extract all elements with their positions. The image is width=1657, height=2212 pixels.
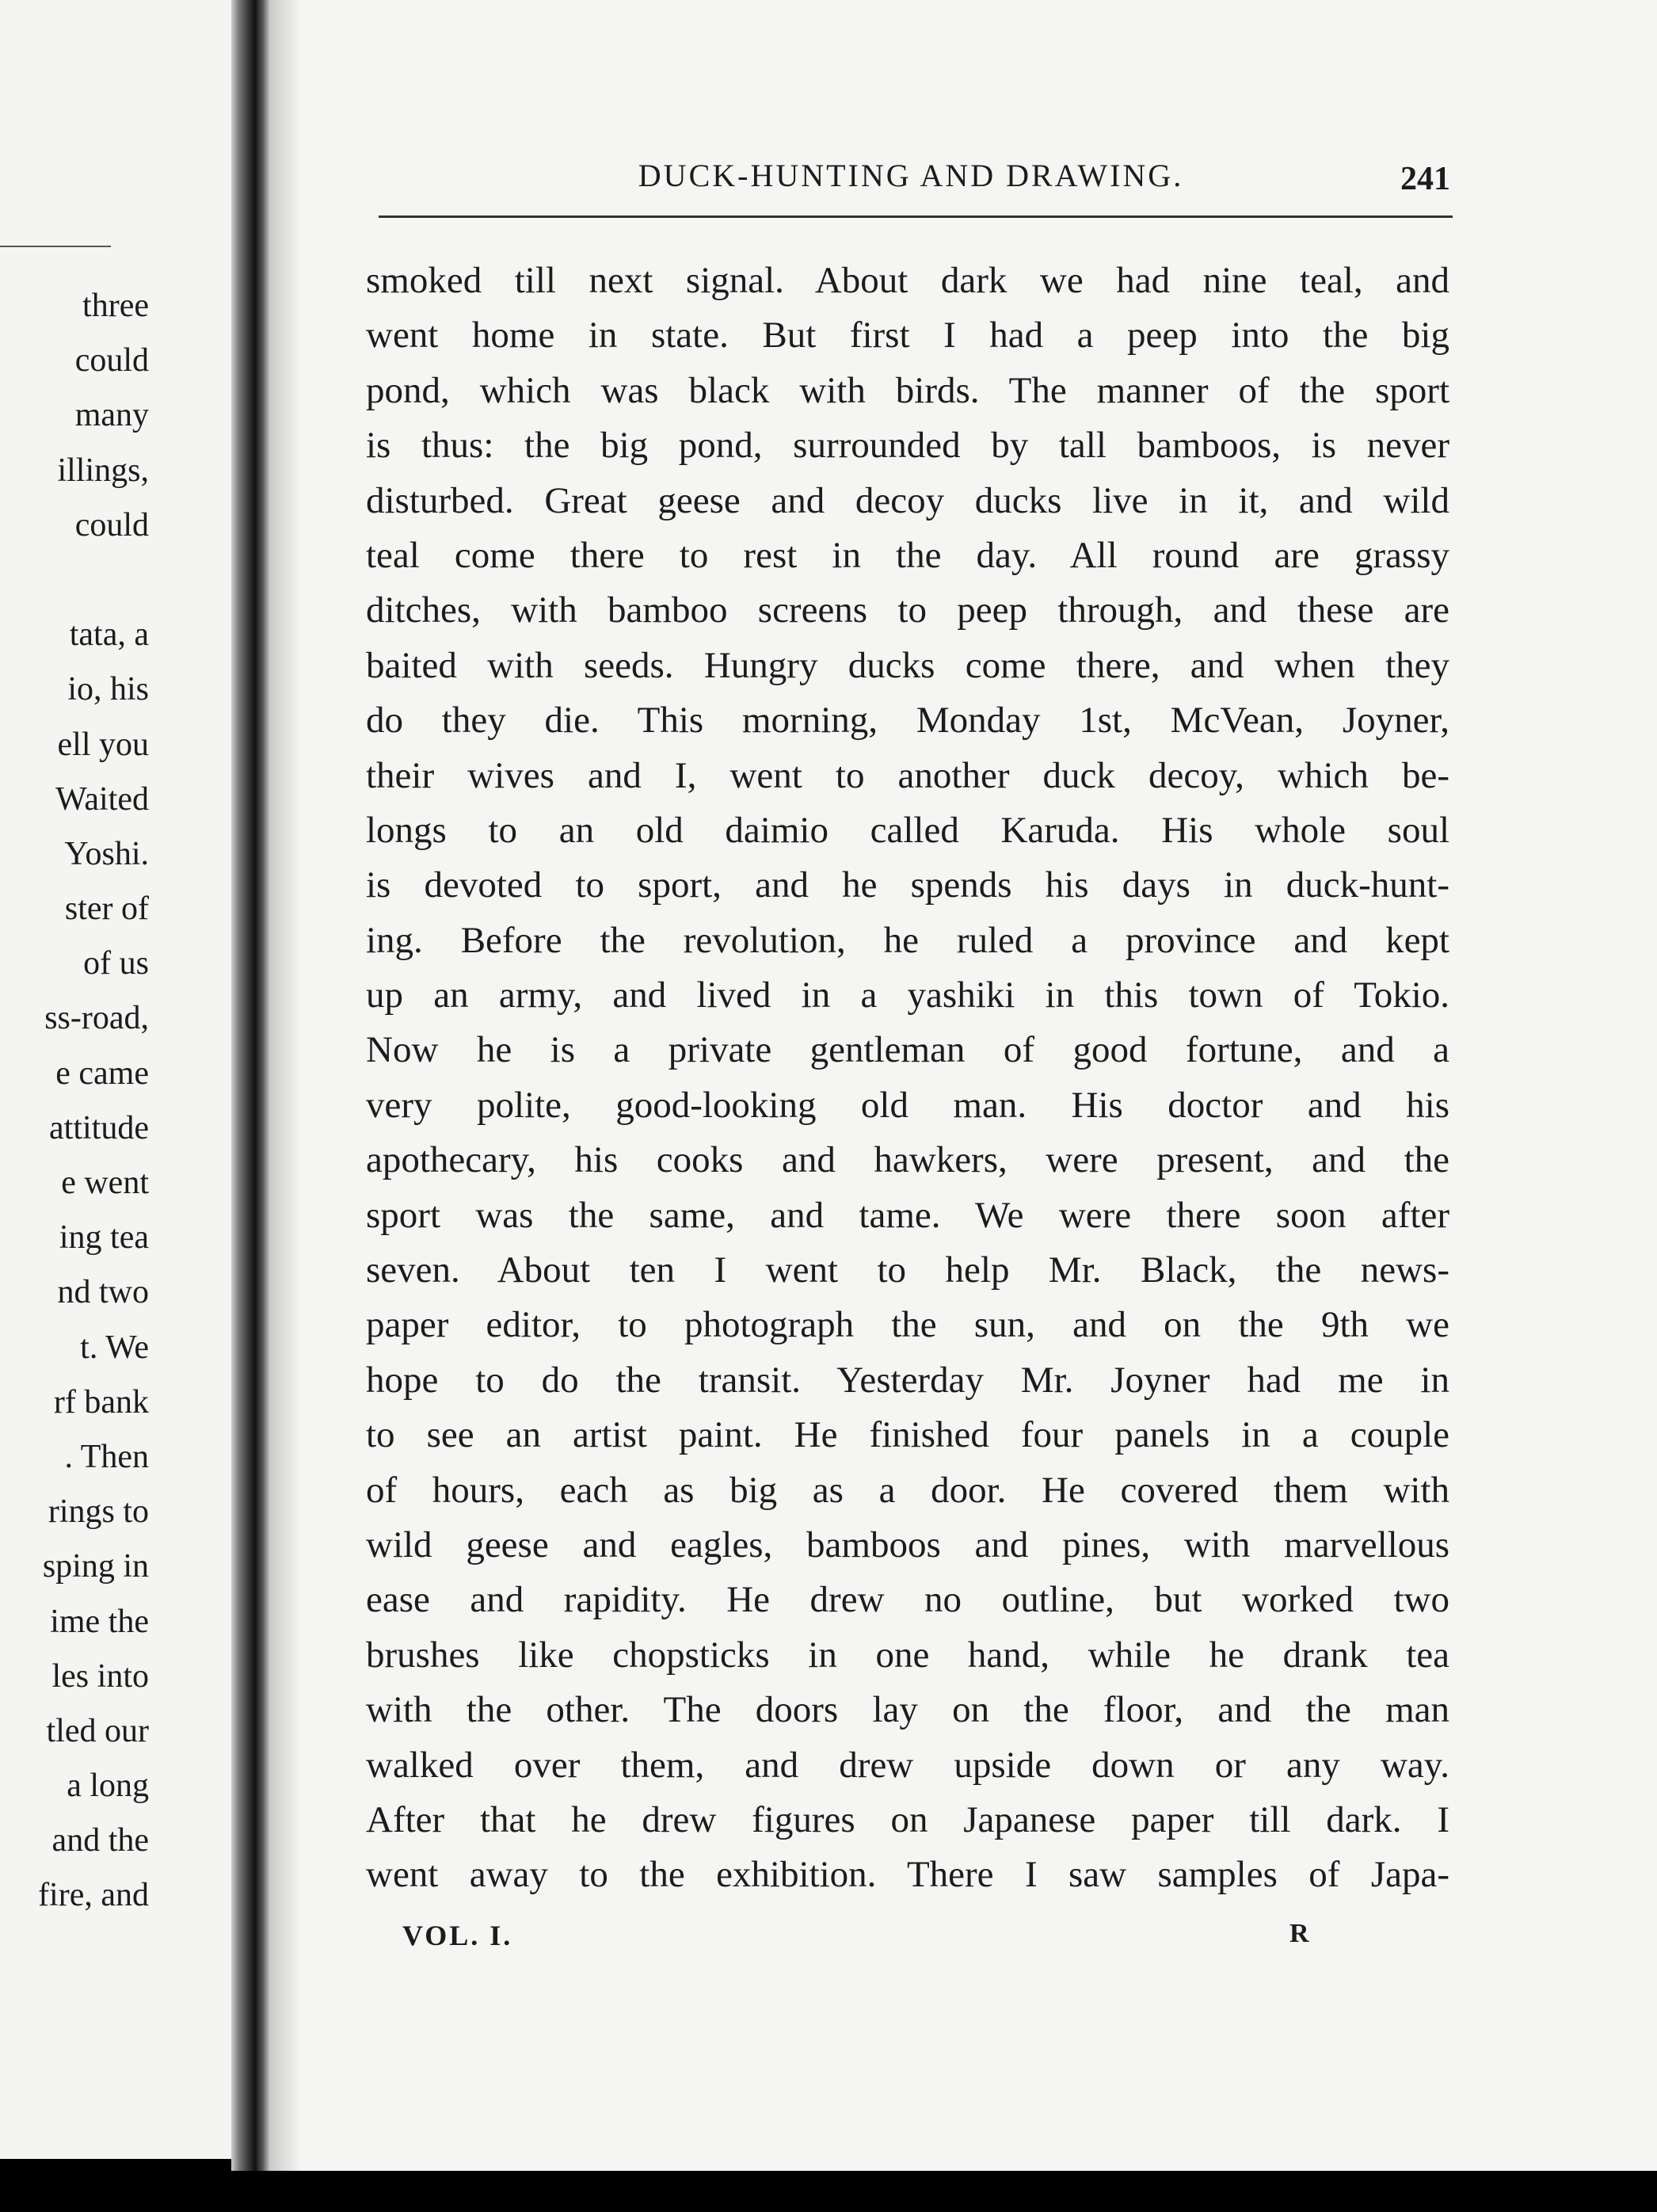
left-text-line: sping in [42, 1548, 149, 1585]
left-text-line: many [74, 397, 149, 434]
header-rule [379, 215, 1453, 218]
text-line: ditches, with bamboo screens to peep through, and these are [366, 589, 1449, 631]
page-number: 241 [1400, 161, 1450, 197]
text-line: apothecary, his cooks and hawkers, were present, and the [366, 1139, 1449, 1181]
text-line: do they die. This morning, Monday 1st, McVean, Joyner, [366, 700, 1449, 742]
text-line: with the other. The doors lay on the floor, and the man [366, 1689, 1449, 1731]
left-text-line: e went [61, 1165, 149, 1201]
left-text-line: tled our [46, 1712, 149, 1749]
text-line: went away to the exhibition. There I saw samples of Japa- [366, 1854, 1449, 1896]
left-text-line: three [82, 288, 149, 324]
volume-signature: VOL. I. [402, 1920, 513, 1951]
left-text-line: t. We [80, 1329, 149, 1366]
text-line: up an army, and lived in a yashiki in this town of Tokio. [366, 974, 1449, 1016]
text-line: teal come there to rest in the day. All round are grassy [366, 534, 1449, 576]
text-line: wild geese and eagles, bamboos and pines, with marvellous [366, 1524, 1449, 1566]
text-line: seven. About ten I went to help Mr. Black, the news- [366, 1249, 1449, 1291]
scan-bottom-border [0, 2171, 1657, 2212]
left-text-line: a long [67, 1768, 149, 1805]
text-line: baited with seeds. Hungry ducks come there, and when they [366, 644, 1449, 686]
text-line: to see an artist paint. He finished four panels in a couple [366, 1414, 1449, 1456]
text-line: their wives and I, went to another duck decoy, which be- [366, 754, 1449, 796]
left-text-line: illings, [57, 452, 149, 489]
text-line: ing. Before the revolution, he ruled a province and kept [366, 919, 1449, 961]
left-text-line: ing tea [59, 1219, 149, 1257]
signature-letter: R [1289, 1919, 1309, 1948]
left-text-line: ster of [64, 891, 149, 928]
text-line: is thus: the big pond, surrounded by tall bamboos, is never [366, 425, 1449, 467]
left-page-text [38, 279, 149, 1924]
left-text-line: nd two [57, 1274, 149, 1311]
text-line: went home in state. But first I had a peep into the big [366, 315, 1449, 357]
text-line: smoked till next signal. About dark we had nine teal, and [366, 260, 1449, 301]
left-text-line: rings to [48, 1493, 149, 1531]
text-line: sport was the same, and tame. We were there soon after [366, 1194, 1449, 1236]
text-line: pond, which was black with birds. The manner of the sport [366, 369, 1449, 411]
text-line: of hours, each as big as a door. He covered them with [366, 1469, 1449, 1511]
left-text-line: e came [55, 1055, 149, 1092]
left-text-line: could [74, 342, 149, 379]
text-line: longs to an old daimio called Karuda. His whole soul [366, 809, 1449, 851]
left-text-line: les into [51, 1657, 149, 1695]
text-line: paper editor, to photograph the sun, and on the 9th we [366, 1304, 1449, 1346]
text-line: disturbed. Great geese and decoy ducks live in it, and wild [366, 479, 1449, 521]
text-line: ease and rapidity. He drew no outline, but worked two [366, 1579, 1449, 1621]
left-text-line: ime the [50, 1603, 149, 1640]
left-text-line: rf bank [53, 1383, 149, 1421]
left-text-line [38, 553, 149, 608]
left-text-line: and the [51, 1822, 149, 1859]
left-text-line: attitude [49, 1109, 149, 1146]
left-text-line: Waited [55, 780, 149, 818]
text-line: walked over them, and drew upside down or any way. [366, 1744, 1449, 1786]
left-text-line: of us [83, 945, 149, 982]
left-header-rule [0, 246, 111, 247]
text-line: is devoted to sport, and he spends his days in duck-hunt- [366, 864, 1449, 906]
left-text-line: ell you [57, 726, 149, 763]
left-text-line: ss-road, [44, 1000, 149, 1037]
left-text-line: fire, and [38, 1877, 149, 1914]
left-text-line: tata, a [69, 616, 149, 654]
book-gutter [231, 0, 271, 2212]
left-text-line: io, his [67, 671, 149, 708]
left-text-line: . Then [64, 1438, 149, 1475]
text-line: very polite, good-looking old man. His doctor and his [366, 1084, 1449, 1126]
left-text-line: could [74, 506, 149, 543]
running-head: DUCK-HUNTING AND DRAWING. [638, 158, 1184, 193]
left-facing-page [0, 0, 238, 2159]
left-text-line: Yoshi. [64, 835, 149, 872]
text-line: hope to do the transit. Yesterday Mr. Joyner had me in [366, 1359, 1449, 1401]
body-text [366, 254, 1449, 1903]
page-curl-shadow [269, 0, 301, 2171]
text-line: Now he is a private gentleman of good fortune, and a [366, 1029, 1449, 1071]
text-line: After that he drew figures on Japanese paper till dark. I [366, 1798, 1449, 1840]
text-line: brushes like chopsticks in one hand, while he drank tea [366, 1634, 1449, 1676]
